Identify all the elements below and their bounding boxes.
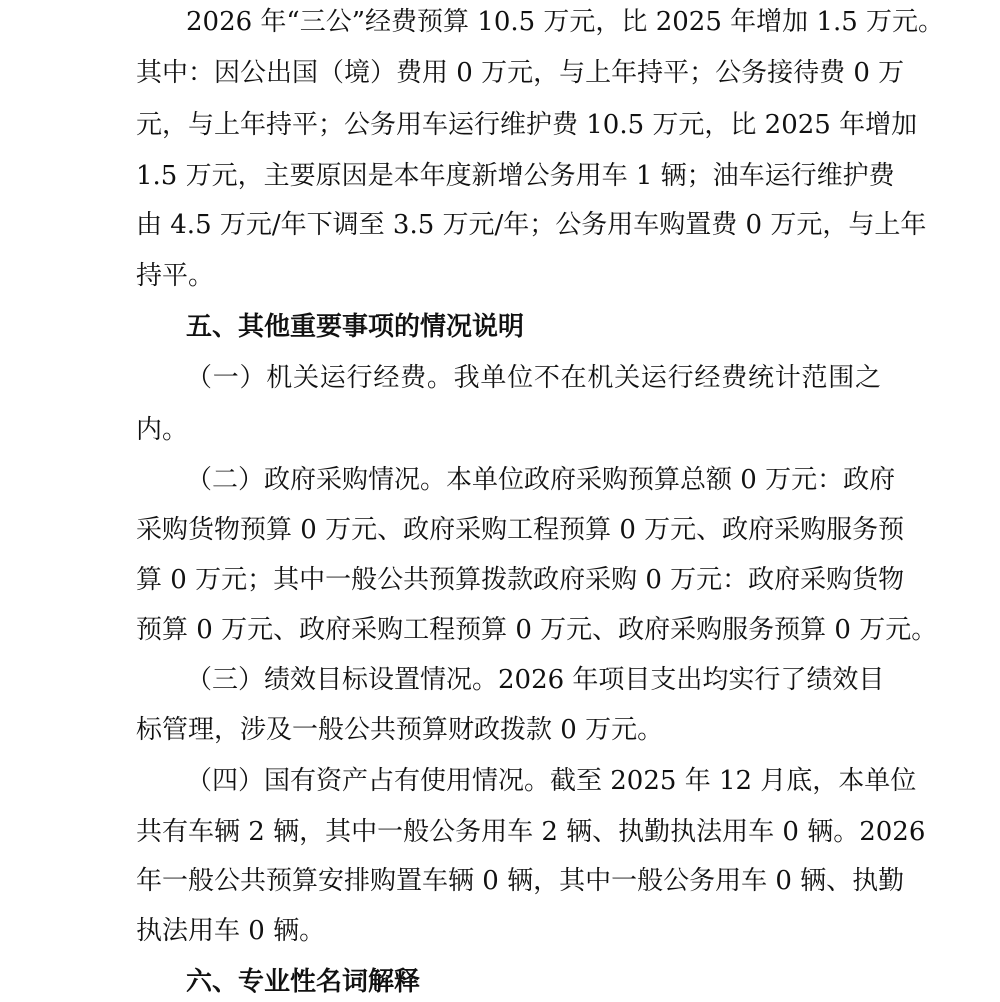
- section-heading-six: 六、专业性名词解释: [186, 967, 421, 997]
- text-line: 元，与上年持平；公务用车运行维护费 10.5 万元，比 2025 年增加: [136, 110, 918, 140]
- text-line: 算 0 万元；其中一般公共预算拨款政府采购 0 万元：政府采购货物: [136, 565, 905, 595]
- text-line: 共有车辆 2 辆，其中一般公务用车 2 辆、执勤执法用车 0 辆。2026: [136, 817, 926, 847]
- text-line: （二）政府采购情况。本单位政府采购预算总额 0 万元：政府: [186, 465, 896, 495]
- text-line: 预算 0 万元、政府采购工程预算 0 万元、政府采购服务预算 0 万元。: [136, 615, 938, 645]
- text-line: 持平。: [136, 261, 215, 291]
- text-line: 1.5 万元，主要原因是本年度新增公务用车 1 辆；油车运行维护费: [136, 161, 895, 191]
- text-line: 由 4.5 万元/年下调至 3.5 万元/年；公务用车购置费 0 万元，与上年: [136, 210, 927, 240]
- text-line: 2026 年“三公”经费预算 10.5 万元，比 2025 年增加 1.5 万元。: [186, 7, 945, 37]
- text-line: （一）机关运行经费。我单位不在机关运行经费统计范围之: [186, 363, 881, 393]
- text-line: 年一般公共预算安排购置车辆 0 辆，其中一般公务用车 0 辆、执勤: [136, 866, 905, 896]
- text-line: 内。: [136, 415, 189, 445]
- text-line: （三）绩效目标设置情况。2026 年项目支出均实行了绩效目: [186, 665, 885, 695]
- text-line: 执法用车 0 辆。: [136, 916, 326, 946]
- section-heading-five: 五、其他重要事项的情况说明: [186, 312, 525, 342]
- text-line: 标管理，涉及一般公共预算财政拨款 0 万元。: [136, 715, 664, 745]
- text-line: 其中：因公出国（境）费用 0 万元，与上年持平；公务接待费 0 万: [136, 58, 905, 88]
- text-line: 采购货物预算 0 万元、政府采购工程预算 0 万元、政府采购服务预: [136, 515, 905, 545]
- text-line: （四）国有资产占有使用情况。截至 2025 年 12 月底，本单位: [186, 766, 917, 796]
